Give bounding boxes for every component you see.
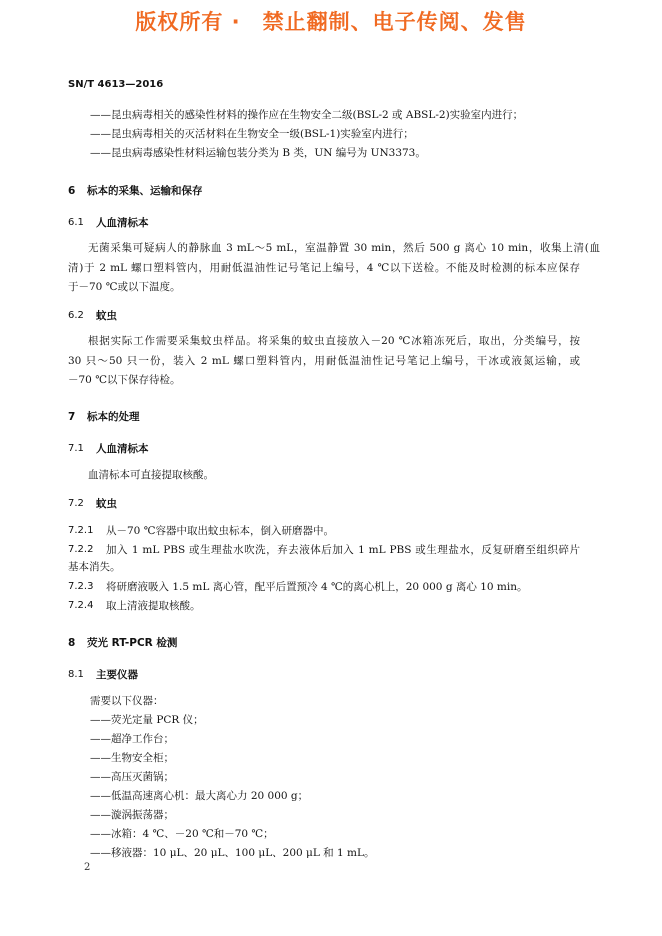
list-item: ——低温高速离心机：最大离心力 20 000 g；	[90, 790, 309, 802]
paragraph-line: 根据实际工作需要采集蚊虫样品。将采集的蚊虫直接放入－20 ℃冰箱冻死后，取出，分类编号，按	[88, 335, 580, 347]
list-item: ——荧光定量 PCR 仪；	[90, 714, 204, 726]
section-8-1-number: 8.1	[68, 669, 84, 680]
section-6-2-title: 蚊虫	[96, 310, 117, 322]
step-text-continued: 基本消失。	[68, 561, 121, 573]
copyright-watermark: 版权所有 · 禁止翻制、电子传阅、发售	[135, 10, 527, 34]
page-number: 2	[84, 862, 91, 873]
step-number: 7.2.1	[68, 525, 94, 536]
paragraph-line: 无菌采集可疑病人的静脉血 3 mL～5 mL，室温静置 30 min，然后 500 g 离心 10 min，收集上清(血	[88, 242, 600, 254]
standard-number: SN/T 4613—2016	[68, 79, 164, 90]
section-7-1-title: 人血清标本	[96, 443, 149, 455]
section-8-1-title: 主要仪器	[96, 669, 138, 681]
list-item: ——昆虫病毒相关的感染性材料的操作应在生物安全二级(BSL-2 或 ABSL-2)实验室内进行；	[90, 109, 524, 121]
list-item: ——生物安全柜；	[90, 752, 174, 764]
list-item: ——超净工作台；	[90, 733, 174, 745]
list-item: ——昆虫病毒感染性材料运输包装分类为 B 类，UN 编号为 UN3373。	[90, 147, 426, 159]
paragraph-line: －70 ℃以下保存待检。	[68, 374, 181, 386]
paragraph-line: 血清标本可直接提取核酸。	[88, 469, 214, 481]
paragraph-line: 30 只～50 只一份，装入 2 mL 螺口塑料管内，用耐低温油性记号笔记上编号，干冰或液氮运输，或	[68, 355, 580, 367]
list-item: ——漩涡振荡器；	[90, 809, 174, 821]
section-8-title: 荧光 RT-PCR 检测	[87, 637, 178, 649]
section-6-1-number: 6.1	[68, 217, 84, 228]
step-number: 7.2.2	[68, 544, 94, 555]
section-7-2-number: 7.2	[68, 498, 84, 509]
step-text: 取上清液提取核酸。	[106, 600, 201, 612]
list-item: ——冰箱：4 ℃、－20 ℃和－70 ℃；	[90, 828, 274, 840]
section-7-1-number: 7.1	[68, 443, 84, 454]
section-8-number: 8	[68, 637, 76, 649]
section-6-1-title: 人血清标本	[96, 217, 149, 229]
step-number: 7.2.3	[68, 581, 94, 592]
section-6-number: 6	[68, 185, 76, 197]
step-text: 从－70 ℃容器中取出蚊虫标本，倒入研磨器中。	[106, 525, 334, 537]
paragraph-line: 清)于 2 mL 螺口塑料管内，用耐低温油性记号笔记上编号，4 ℃以下送检。不能及时检测的标本应保存	[68, 262, 580, 274]
step-number: 7.2.4	[68, 600, 94, 611]
paragraph-line: 于－70 ℃或以下温度。	[68, 281, 181, 293]
list-lead: 需要以下仪器：	[90, 695, 164, 707]
section-7-title: 标本的处理	[87, 411, 140, 423]
section-7-2-title: 蚊虫	[96, 498, 117, 510]
list-item: ——高压灭菌锅；	[90, 771, 174, 783]
list-item: ——昆虫病毒相关的灭活材料在生物安全一级(BSL-1)实验室内进行；	[90, 128, 414, 140]
section-6-2-number: 6.2	[68, 310, 84, 321]
step-text: 将研磨液吸入 1.5 mL 离心管，配平后置预冷 4 ℃的离心机上，20 000 g 离心 10 min。	[106, 581, 528, 593]
step-text: 加入 1 mL PBS 或生理盐水吹洗，弃去液体后加入 1 mL PBS 或生理盐水，反复研磨至组织碎片	[106, 544, 580, 556]
list-item: ——移液器：10 μL、20 μL、100 μL、200 μL 和 1 mL。	[90, 847, 375, 859]
section-6-title: 标本的采集、运输和保存	[87, 185, 203, 197]
section-7-number: 7	[68, 411, 76, 423]
